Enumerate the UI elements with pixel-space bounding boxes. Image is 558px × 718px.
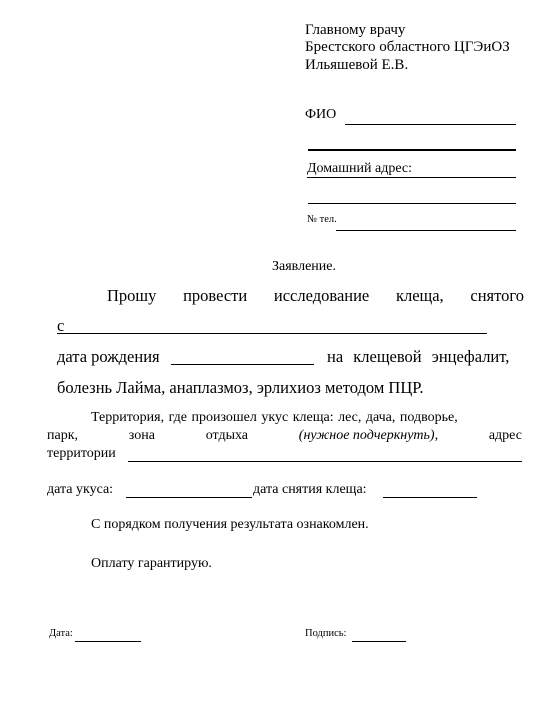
addressee-line-1: Главному врачу	[305, 22, 406, 38]
source-field[interactable]	[57, 333, 487, 334]
bite-date-field[interactable]	[126, 497, 252, 498]
payment-text: Оплату гарантирую.	[91, 556, 212, 571]
home-address-label: Домашний адрес:	[307, 161, 516, 178]
territory-word: отдыха	[205, 428, 249, 443]
territory-line-2	[47, 428, 522, 444]
addressee-line-2: Брестского областного ЦГЭиОЗ	[305, 39, 510, 55]
territory-line-3-label: территории	[47, 446, 116, 461]
phone-label: № тел.	[307, 214, 337, 225]
phone-field[interactable]	[336, 230, 516, 231]
territory-line-1: Территория, где произошел укус клеща: лес, дача, подворье,	[91, 410, 458, 425]
birth-date-field[interactable]	[171, 364, 314, 365]
signature-label: Подпись:	[305, 628, 347, 639]
territory-word: адрес	[488, 428, 522, 443]
tbe-phrase: на клещевой энцефалит,	[327, 347, 510, 366]
body-line-1	[107, 286, 524, 306]
signature-field[interactable]	[352, 641, 406, 642]
tbe-text	[327, 347, 524, 367]
fio-label: ФИО	[305, 107, 337, 122]
document-title: Заявление.	[272, 259, 336, 274]
fio-field[interactable]	[345, 124, 516, 125]
removal-date-field[interactable]	[383, 497, 477, 498]
addressee-line-3: Ильяшевой Е.В.	[305, 57, 409, 73]
body-line-2-text: с	[57, 316, 65, 335]
home-address-field[interactable]	[308, 203, 516, 204]
territory-word: зона	[128, 428, 155, 443]
body-line-4: болезнь Лайма, анаплазмоз, эрлихиоз методом ПЦР.	[57, 378, 424, 397]
territory-word: парк,	[47, 428, 79, 443]
removal-date-label: дата снятия клеща:	[253, 482, 367, 497]
body-word: исследование	[273, 286, 370, 305]
date-field[interactable]	[75, 641, 141, 642]
birth-date-label: дата рождения	[57, 347, 160, 366]
body-word: снятого	[470, 286, 524, 305]
body-word: провести	[183, 286, 248, 305]
fio-field-line-2[interactable]	[308, 149, 516, 151]
acknowledgement-text: С порядком получения результата ознакомлен.	[91, 517, 369, 532]
date-label: Дата:	[49, 628, 73, 639]
body-word: клеща,	[395, 286, 444, 305]
territory-choice-note: (нужное подчеркнуть),	[298, 428, 439, 443]
bite-date-label: дата укуса:	[47, 482, 114, 497]
body-word: Прошу	[107, 286, 157, 305]
territory-address-field[interactable]	[128, 461, 522, 462]
